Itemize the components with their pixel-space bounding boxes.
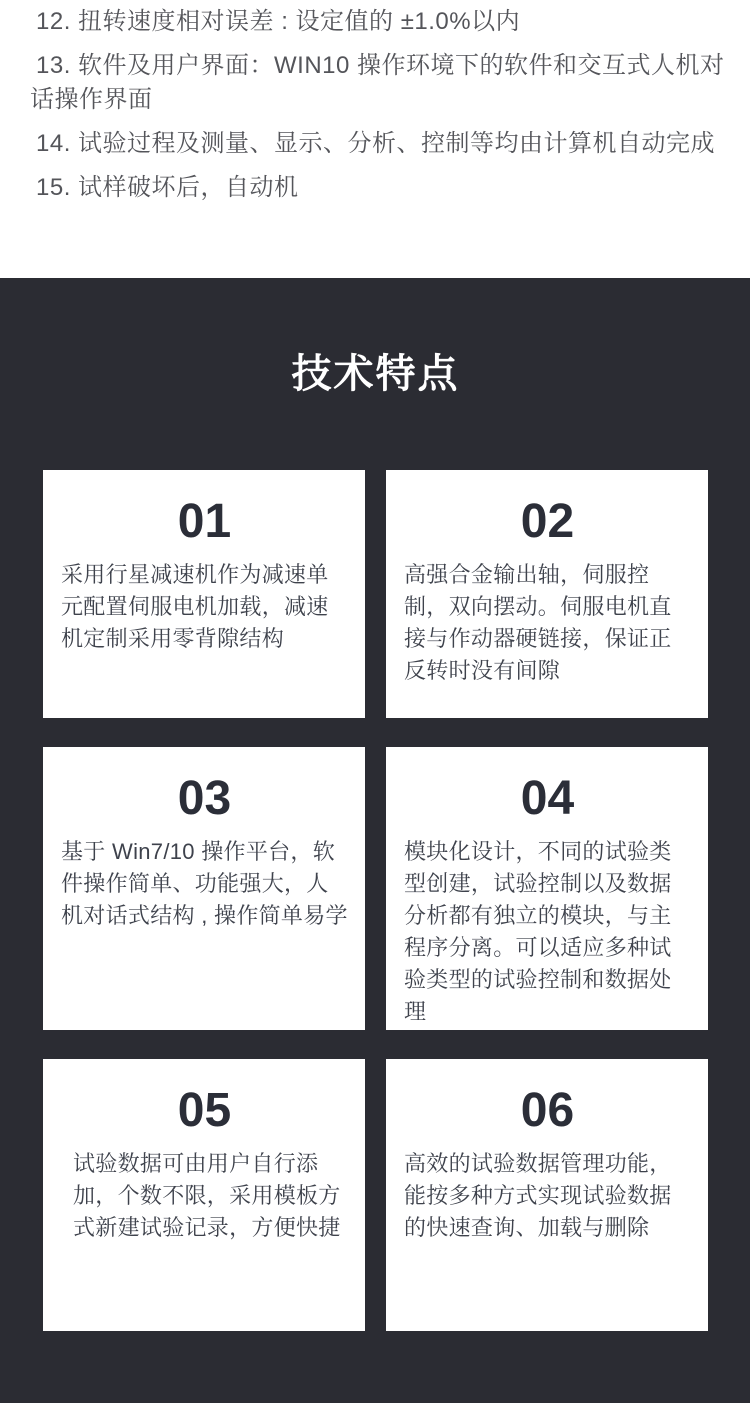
feature-card-number: 04 — [520, 772, 575, 825]
spec-item-14: 14. 试验过程及测量、显示、分析、控制等均由计算机自动完成 — [36, 130, 716, 157]
feature-card-01 — [43, 470, 365, 718]
feature-card-number: 05 — [177, 1084, 232, 1137]
spec-item-15: 15. 试样破坏后，自动机 — [36, 174, 299, 201]
feature-card-description: 高效的试验数据管理功能，能按多种方式实现试验数据的快速查询、加载与删除 — [404, 1151, 672, 1240]
feature-card-description: 模块化设计，不同的试验类型创建，试验控制以及数据分析都有独立的模块，与主程序分离。可以适应多种试验类型的试验控制和数据处理 — [404, 839, 672, 1024]
feature-card-04 — [386, 747, 708, 1030]
feature-card-number: 01 — [177, 495, 232, 548]
feature-card-05 — [43, 1059, 365, 1331]
spec-item-12: 12. 扭转速度相对误差 : 设定值的 ±1.0%以内 — [36, 8, 521, 35]
feature-card-description: 试验数据可由用户自行添加，个数不限，采用模板方式新建试验记录，方便快捷 — [73, 1151, 341, 1240]
features-section-title: 技术特点 — [291, 352, 460, 396]
feature-card-02 — [386, 470, 708, 718]
feature-cards-grid — [43, 470, 708, 1331]
feature-card-description: 高强合金输出轴，伺服控制，双向摆动。伺服电机直接与作动器硬链接，保证正反转时没有间隙 — [404, 562, 672, 683]
feature-card-number: 02 — [520, 495, 575, 548]
feature-card-03 — [43, 747, 365, 1030]
feature-card-number: 06 — [520, 1084, 575, 1137]
feature-card-description: 采用行星减速机作为减速单元配置伺服电机加载，减速机定制采用零背隙结构 — [61, 562, 329, 651]
spec-item-13: 13. 软件及用户界面：WIN10 操作环境下的软件和交互式人机对话操作界面 — [30, 52, 725, 113]
feature-card-number: 03 — [177, 772, 232, 825]
spec-list-section — [0, 0, 750, 278]
feature-card-description: 基于 Win7/10 操作平台，软件操作简单、功能强大，人机对话式结构 , 操作简单易学 — [61, 839, 348, 928]
feature-card-06 — [386, 1059, 708, 1331]
features-section — [0, 278, 750, 1403]
